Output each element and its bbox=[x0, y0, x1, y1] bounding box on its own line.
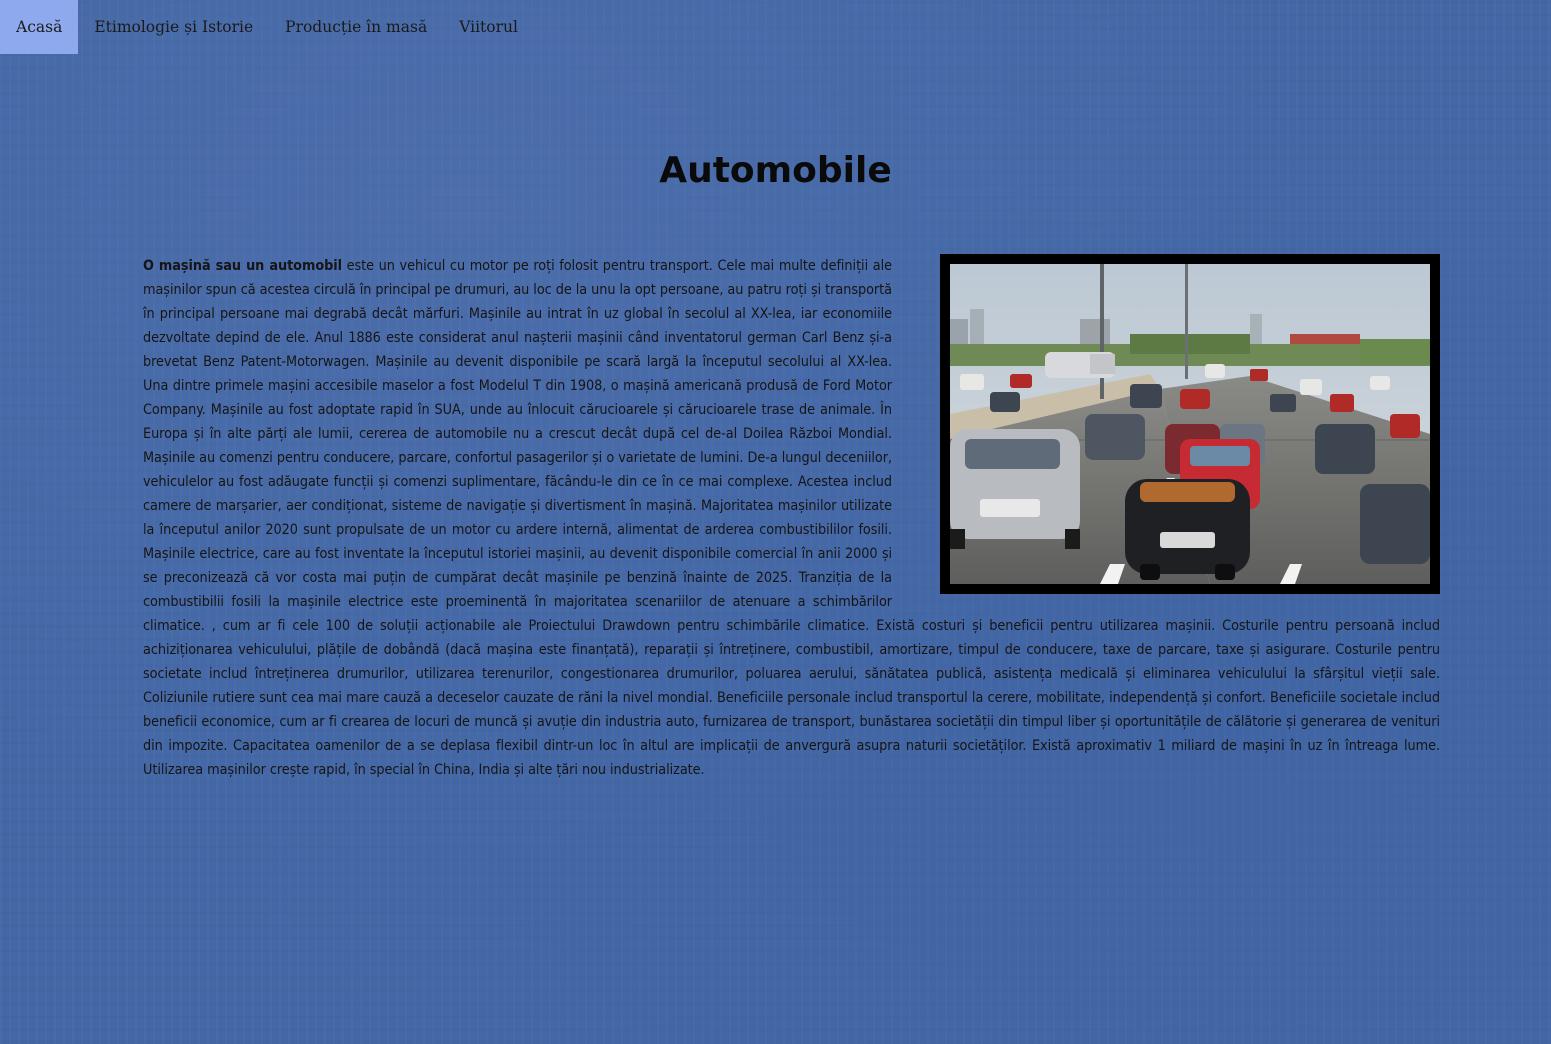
nav-item-etimologie-istorie[interactable]: Etimologie și Istorie bbox=[94, 18, 254, 36]
nav-item-productie-in-masa[interactable]: Producție în masă bbox=[285, 18, 428, 36]
page-title: Automobile bbox=[659, 150, 892, 191]
article-content bbox=[143, 254, 1440, 782]
top-nav bbox=[0, 0, 534, 54]
highway-traffic-photo bbox=[940, 254, 1440, 594]
article-lead-bold: O mașină sau un automobil bbox=[143, 258, 342, 274]
article-body: este un vehicul cu motor pe roți folosit pentru transport. Cele mai multe definiții ale mașinilor spun că acestea circulă în principal pe drumuri, au loc de la unu la opt persoane, au patru roți și transportă în principal persoane mai degrabă decât mărfuri. Mașinile au intrat în uz global în secolul al XX-lea, iar economiile dezvoltate depind de ele. Anul 1886 este considerat anul nașterii mașinii când inventatorul german Carl Benz și-a brevetat Benz Patent-Motorwagen. Mașinile au devenit disponibile pe scară largă la începutul secolului al XX-lea. Una dintre primele mașini accesibile maselor a fost Modelul T din 1908, o mașină americană produsă de Ford Motor Company. Mașinile au fost adoptate rapid în SUA, unde au înlocuit cărucioarele și cărucioarele trase de animale. În Europa și în alte părți ale lumii, cererea de automobile nu a crescut decât după cel de-al Doilea Război Mondial. Mașinile au comenzi pentru conducere, parcare, confortul pasagerilor și o varietate de lumini. De-a lungul deceniilor, vehiculelor au fost adăugate funcții și comenzi suplimentare, făcându-le din ce în ce mai complexe. Acestea includ camere de marșarier, aer condiționat, sisteme de navigație și divertisment în mașină. Majoritatea mașinilor utilizate la începutul anilor 2020 sunt propulsate de un motor cu ardere internă, alimentat de arderea combustibililor fosili. Mașinile electrice, care au fost inventate la începutul istoriei mașinii, au devenit disponibile comercial în anii 2000 și se preconizează că vor costa mai puțin de cumpărat decât mașinile pe benzină înainte de 2025. Tranziția de la combustibilii fosili la mașinile electrice este proeminentă în majoritatea scenariilor de atenuare a schimbărilor climatice. , cum ar fi cele 100 de soluții acționabile ale Proiectului Drawdown pentru schimbările climatice. Există costuri și beneficii pentru utilizarea mașinii. Costurile pentru persoană includ achiziționarea vehiculului, plățile de dobândă (dacă mașina este finanțată), reparații și întreținere, combustibil, amortizare, timpul de conducere, taxe de parcare, taxe și asigurare. Costurile pentru societate includ întreținerea drumurilor, utilizarea terenurilor, congestionarea drumurilor, poluarea aerului, sănătatea publică, asistența medicală și eliminarea vehiculului la sfârșitul vieții sale. Coliziunile rutiere sunt cea mai mare cauză a deceselor cauzate de răni la nivel mondial. Beneficiile personale includ transportul la cerere, mobilitate, independență și confort. Beneficiile societale includ beneficii economice, cum ar fi crearea de locuri de muncă și avuție din industria auto, furnizarea de transport, bunăstarea societății din timpul liber și oportunitățile de călătorie și generarea de venituri din impozite. Capacitatea oamenilor de a se deplasa flexibil dintr-un loc în altul are implicații de anvergură asupra naturii societăților. Există aproximativ 1 miliard de mașini în uz în întreaga lume. Utilizarea mașinilor crește rapid, în special în China, India și alte țări nou industrializate. bbox=[143, 258, 1440, 778]
nav-item-acasa[interactable]: Acasă bbox=[0, 0, 78, 54]
nav-item-viitorul[interactable]: Viitorul bbox=[459, 18, 518, 36]
